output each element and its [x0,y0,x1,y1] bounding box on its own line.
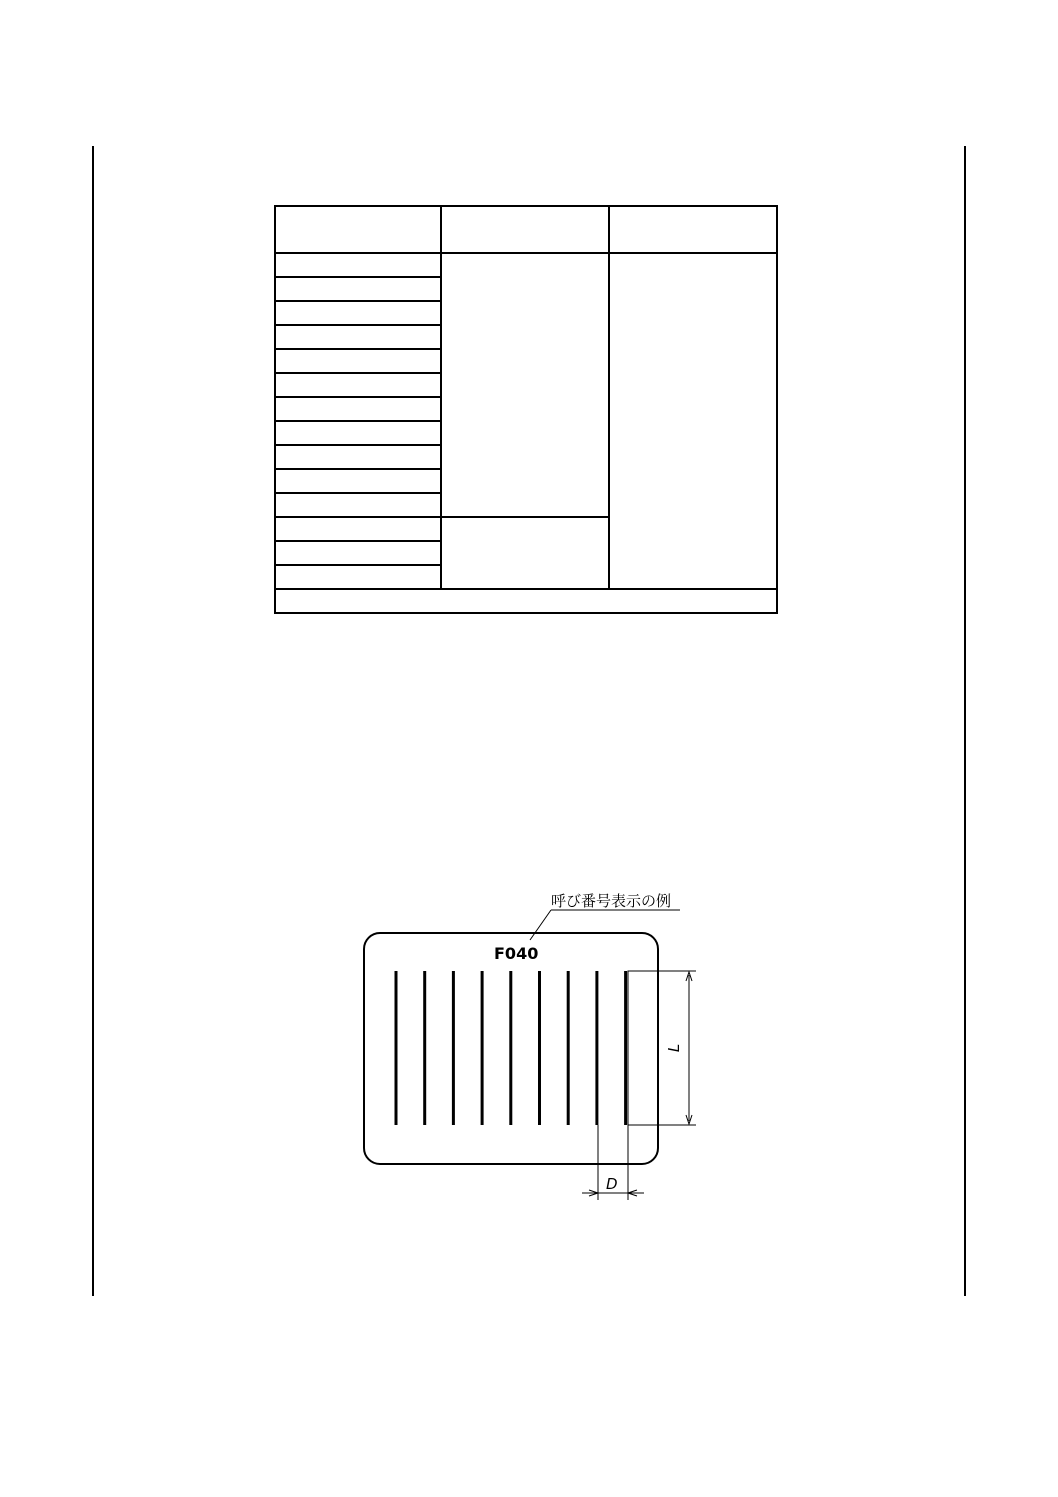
dimension-length-label: L [665,1043,684,1053]
part-code-label: F040 [494,944,539,963]
callout-label: 呼び番号表示の例 [551,892,672,910]
slit-opening-outline [628,971,658,1125]
dimension-pitch-label: D [606,1175,618,1193]
callout-leader-line [530,910,551,940]
slit-group [396,971,626,1125]
